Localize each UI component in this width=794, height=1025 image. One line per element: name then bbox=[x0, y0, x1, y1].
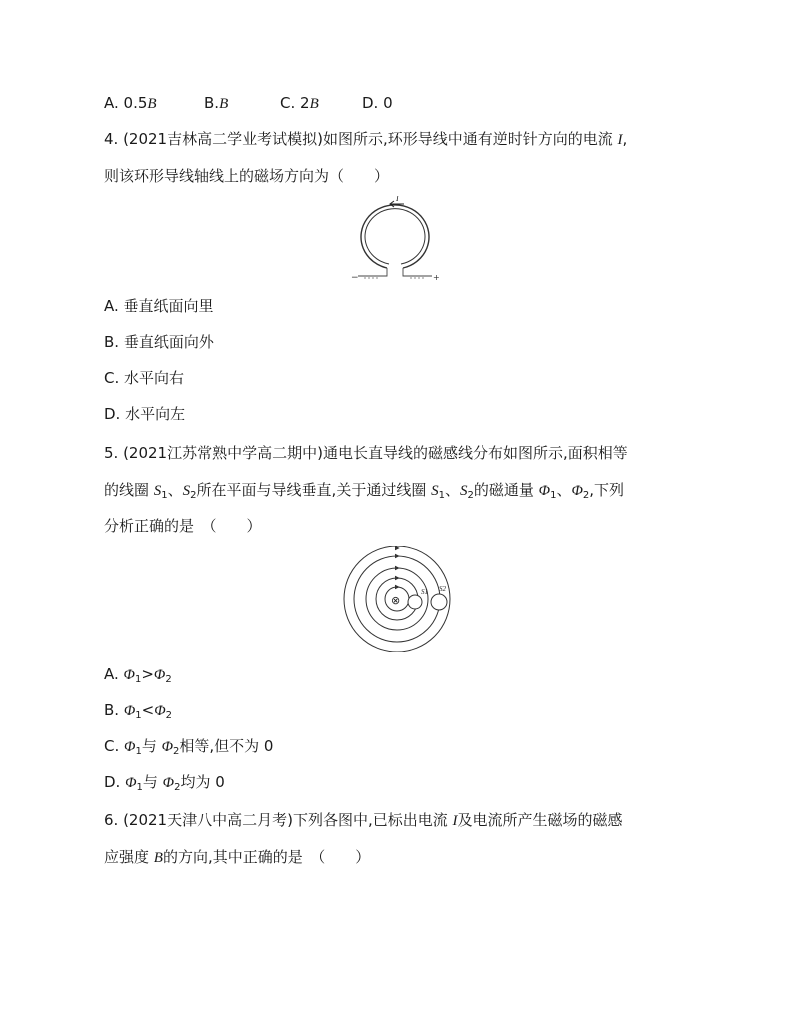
coil-s1 bbox=[408, 595, 422, 609]
q3-choice-d: D. 0 bbox=[362, 94, 393, 112]
q5-option-c: C. $\Phi_1$与 $\Phi_2$相等,但不为 0 bbox=[104, 737, 274, 757]
coil-s2-label: S2 bbox=[439, 585, 446, 593]
q4-option-c: C. 水平向右 bbox=[104, 369, 185, 387]
q3-choice-a: A. 0.5B bbox=[104, 94, 157, 112]
wire-into-page-icon: ⊗ bbox=[391, 594, 401, 607]
q3-choices bbox=[104, 93, 393, 114]
q3-choice-c: C. 2B bbox=[280, 94, 319, 112]
q4-plus-terminal: + bbox=[433, 273, 440, 282]
q4-stem-line2: 则该环形导线轴线上的磁场方向为（ ） bbox=[104, 167, 390, 185]
q4-loop-figure bbox=[340, 196, 450, 282]
q5-stem-line2: 的线圈 $S_1$、$S_2$所在平面与导线垂直,关于通过线圈 $S_1$、$S_2$的磁通量 $\Phi_1$、$\Phi_2$,下列 bbox=[104, 481, 625, 501]
q5-stem-line1: 5. (2021江苏常熟中学高二期中)通电长直导线的磁感线分布如图所示,面积相等 bbox=[104, 444, 628, 462]
q6-stem-line1: 6. (2021天津八中高二月考)下列各图中,已标出电流 I及电流所产生磁场的磁感 bbox=[104, 811, 623, 829]
q4-right-lead bbox=[403, 268, 432, 276]
coil-s1-label: S1 bbox=[421, 588, 428, 596]
q4-stem-line1: 4. (2021吉林高二学业考试模拟)如图所示,环形导线中通有逆时针方向的电流 I, bbox=[104, 130, 628, 148]
q5-field-lines-figure bbox=[340, 546, 454, 652]
q4-loop-wire-outer bbox=[361, 205, 429, 268]
q5-option-a: A. $\Phi_1>\Phi_2$ bbox=[104, 665, 172, 685]
coil-s2 bbox=[431, 594, 447, 610]
q4-current-label: I bbox=[396, 196, 399, 203]
q5-option-d: D. $\Phi_1$与 $\Phi_2$均为 0 bbox=[104, 773, 225, 793]
q4-option-b: B. 垂直纸面向外 bbox=[104, 333, 214, 351]
q4-left-lead bbox=[358, 268, 387, 276]
q5-stem-line3: 分析正确的是 （ ） bbox=[104, 517, 262, 535]
q4-minus-terminal: − bbox=[351, 273, 359, 282]
q4-option-a: A. 垂直纸面向里 bbox=[104, 297, 214, 315]
q6-stem-line2: 应强度 B的方向,其中正确的是 （ ） bbox=[104, 848, 371, 866]
q4-loop-wire-inner bbox=[365, 209, 425, 264]
q4-option-d: D. 水平向左 bbox=[104, 405, 186, 423]
q3-choice-b: B.B bbox=[204, 94, 229, 112]
q5-option-b: B. $\Phi_1<\Phi_2$ bbox=[104, 701, 172, 721]
